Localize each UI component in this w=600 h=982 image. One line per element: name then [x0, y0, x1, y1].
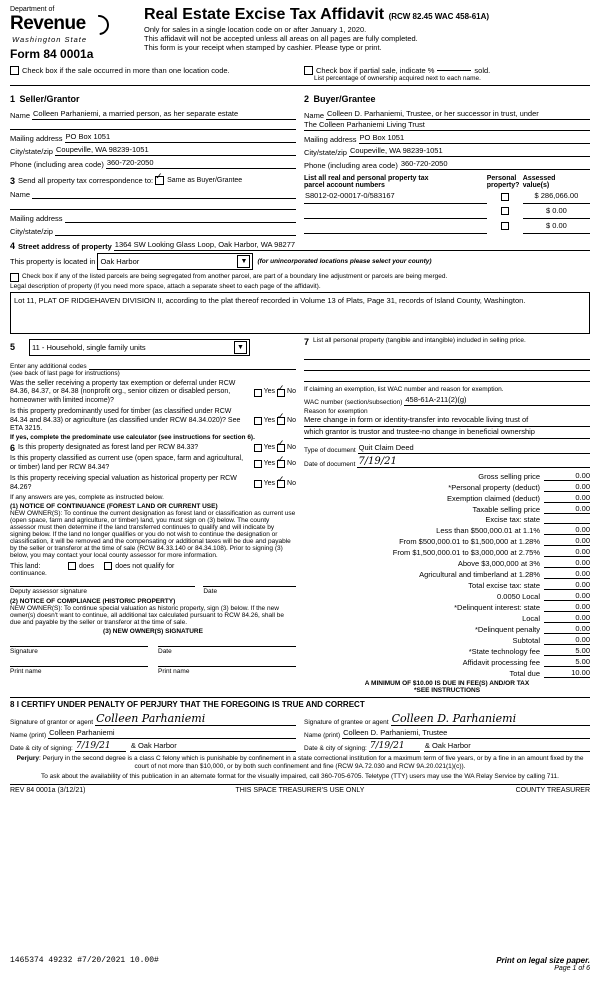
section-2-buyer	[304, 89, 590, 170]
q4-no-checkbox[interactable]	[277, 460, 285, 468]
partial-sale-label: Check box if partial sale, indicate %	[316, 65, 435, 75]
street-address-label: Street address of property	[18, 241, 112, 251]
buyer-name-value-2[interactable]: The Colleen Parhaniemi Living Trust	[304, 120, 590, 131]
legal-size-note: Print on legal size paper.	[496, 956, 590, 965]
print-name-label: Print name	[10, 668, 42, 676]
calc-value-12[interactable]: 0.00	[544, 602, 590, 612]
calc-label-3: Taxable selling price	[472, 504, 540, 514]
grantee-signature-value[interactable]: Colleen D. Parhaniemi	[391, 712, 590, 726]
same-as-buyer-checkbox[interactable]	[155, 176, 164, 185]
calc-value-2[interactable]: 0.00	[544, 493, 590, 503]
calc-value-11[interactable]: 0.00	[544, 591, 590, 601]
calc-label-4: Excise tax: state	[485, 514, 540, 524]
calc-label-10: Total excise tax: state	[468, 580, 540, 590]
calc-label-2: Exemption claimed (deduct)	[447, 493, 540, 503]
q1-no-checkbox[interactable]	[277, 389, 285, 397]
perjury-text: : Perjury in the second degree is a class C felony which is punishable by confinement in a state correctional institution for a maximum term of five years, or by a fine in an amount fixed by the court of not more than $10,000, or by both such confinement and fine (RCW 9A.72.030 and RCW 9A.20.021(1)(c)).	[38, 754, 584, 770]
calc-value-7[interactable]: 0.00	[544, 547, 590, 557]
grantor-date-label: Date & city of signing:	[10, 744, 73, 752]
legal-description-box[interactable]	[10, 292, 590, 334]
street-address-value[interactable]: 1364 SW Looking Glass Loop, Oak Harbor, WA 98277	[114, 240, 590, 251]
q4-answer-group[interactable]	[254, 455, 296, 472]
grantee-name-value[interactable]: Colleen D. Parhaniemi, Trustee	[342, 728, 590, 739]
parcel-value-0[interactable]: S8012-02-00017-0/583167	[304, 189, 487, 204]
question-forest-land	[10, 444, 296, 453]
section-1-seller	[10, 89, 296, 170]
partial-sale-checkbox[interactable]	[304, 66, 313, 75]
new-owner-printname-line[interactable]	[10, 665, 148, 667]
buyer-citystate-value[interactable]: Coupeville, WA 98239-1051	[349, 146, 590, 157]
calc-value-14[interactable]: 0.00	[544, 624, 590, 634]
assessed-value-2[interactable]: $ 0.00	[523, 218, 590, 233]
seller-mailing-label: Mailing address	[10, 133, 63, 143]
calc-label-16: *State technology fee	[468, 646, 540, 656]
q1-text: Was the seller receiving a property tax exemption or deferral under RCW 84.36, 84.37, or 84.38 (nonprofit org., senior citizen or disabled person, homeowner with limited income)?	[10, 379, 236, 404]
q3-no-checkbox[interactable]	[277, 444, 285, 452]
calc-label-14: *Delinquent penalty	[474, 624, 540, 634]
calc-value-9[interactable]: 0.00	[544, 569, 590, 579]
corr-citystate-value[interactable]	[55, 225, 296, 236]
notice-continuance-body: NEW OWNER(S): To continue the current designation as forest land or classification as current use (open space, farm and agriculture, or timber) land, you must sign on (3) below. The county assessor must then determine if the land transferred continues to qualify and will indicate by signing below. If the land no longer qualifies or you do not wish to continue the designation or classification, it will be removed and the compensating or additional taxes will be due and payable by the seller or transferor at the time of sale (RCW 84.33.140 or 84.34.108). Prior to signing (3) below, you may contact your local county assessor for more information.	[10, 510, 296, 560]
calc-value-4[interactable]	[544, 523, 590, 524]
grantee-name-label: Name (print)	[304, 731, 341, 739]
calc-row-9	[304, 569, 590, 579]
multi-location-label: Check box if the sale occurred in more than one location code.	[22, 65, 230, 75]
table-row	[304, 218, 590, 233]
personal-property-line-3[interactable]	[304, 371, 590, 382]
section-2-number: 2	[304, 93, 310, 104]
multi-location-checkbox[interactable]	[10, 66, 19, 75]
land-does-not-label: does not qualify for	[115, 562, 175, 570]
personal-col-header: Personal property?	[486, 174, 520, 189]
assessed-col-header: Assessed value(s)	[522, 174, 556, 189]
legal-description-label: Legal description of property (if you need more space, attach a separate sheet to each page of the affidavit).	[10, 282, 321, 290]
calc-label-11: 0.0050 Local	[497, 591, 540, 601]
notice-compliance-body: NEW OWNER(S): To continue special valuation as historic property, sign (3) below. If the new owner(s) doesn't want to continue, all additional tax calculated pursuant to RCW 84.26, shall be due and payable by the seller or transferor at the time of sale.	[10, 605, 285, 627]
corr-name-line2[interactable]	[10, 199, 296, 210]
county-note: (for unincorporated locations please select your county)	[257, 257, 432, 265]
personal-property-line-2[interactable]	[304, 360, 590, 371]
calc-row-14	[304, 624, 590, 634]
q2-no-label: No	[287, 416, 296, 424]
deputy-assessor-date-line[interactable]	[203, 585, 296, 587]
grantor-signature-value[interactable]: Colleen Parhaniemi	[95, 712, 296, 726]
parcel-value-2[interactable]	[304, 218, 487, 233]
reason-line-1[interactable]: Mere change in form or identity-transfer into revocable living trust of	[304, 415, 590, 427]
new-owner-date-line[interactable]	[158, 645, 296, 647]
land-does-label: does	[79, 562, 95, 570]
page-footer	[10, 956, 590, 972]
section-5-block	[10, 337, 296, 694]
chevron-down-icon[interactable]: ▼	[237, 255, 250, 268]
calc-label-15: Subtotal	[512, 635, 540, 645]
calc-row-7	[304, 547, 590, 557]
partial-sale-tail: sold.	[474, 65, 491, 75]
segregation-label: Check box if any of the listed parcels are being segregated from another parcel, are part of a boundary line adjustment or parcels are being merged.	[22, 272, 448, 280]
page-title: Real Estate Excise Tax Affidavit (RCW 82.45 WAC 458-61A)	[144, 6, 490, 23]
partial-sale-checkbox-row[interactable]	[304, 66, 590, 75]
q2-yes-label: Yes	[263, 416, 276, 424]
section-6-number: 6	[10, 442, 16, 453]
calc-label-0: Gross selling price	[478, 471, 540, 481]
calc-row-0	[304, 471, 590, 481]
grantee-city-value[interactable]: & Oak Harbor	[424, 741, 590, 752]
exemption-instruction: If claiming an exemption, list WAC number and reason for exemption.	[304, 385, 504, 393]
subtitle-line-3: This form is your receipt when stamped by cashier. Please type or print.	[144, 43, 382, 52]
calc-value-13[interactable]: 0.00	[544, 613, 590, 623]
section-1-number: 1	[10, 93, 16, 104]
section-8-title: I CERTIFY UNDER PENALTY OF PERJURY THAT THE FOREGOING IS TRUE AND CORRECT	[16, 699, 365, 709]
calc-value-5[interactable]: 0.00	[544, 525, 590, 535]
parcel-table	[304, 175, 590, 234]
wac-number-label: WAC number (section/subsection)	[304, 398, 403, 406]
calc-row-13	[304, 613, 590, 623]
calc-row-1	[304, 482, 590, 492]
q2-no-checkbox[interactable]	[277, 417, 285, 425]
calc-value-0[interactable]: 0.00	[544, 471, 590, 481]
personal-property-checkbox[interactable]	[501, 207, 509, 215]
q5-yes-label: Yes	[263, 479, 276, 487]
calc-value-6[interactable]: 0.00	[544, 536, 590, 546]
perjury-lead: Perjury	[16, 754, 39, 762]
parcel-value-1[interactable]	[304, 203, 487, 218]
seller-citystate-label: City/state/zip	[10, 146, 53, 156]
calc-row-3	[304, 504, 590, 514]
new-owner-signature-label: Signature	[10, 648, 38, 656]
table-row	[304, 189, 590, 204]
state-label: Washington State	[12, 34, 88, 44]
grantor-signature-block	[10, 710, 296, 752]
q5-yes-checkbox[interactable]	[254, 480, 262, 488]
section-2-title: Buyer/Grantee	[313, 93, 376, 104]
grantor-date-value[interactable]: 7/19/21	[75, 741, 126, 752]
reason-line-2[interactable]: which grantor is trustor and trustee-no change in beneficial ownership	[304, 427, 590, 439]
agency-name: Revenue	[10, 13, 86, 34]
section-3-text: Send all property tax correspondence to:	[18, 176, 154, 186]
personal-checkbox-cell-0[interactable]	[487, 189, 523, 204]
new-owner-signature-title: (3) NEW OWNER(S) SIGNATURE	[103, 628, 203, 636]
corr-name-label: Name	[10, 189, 31, 199]
deputy-assessor-signature-label: Deputy assessor signature	[10, 588, 87, 596]
q4-text: Is this property classified as current use (open space, farm and agricultural, or timber) land per RCW 84.34?	[10, 455, 244, 471]
calc-label-5: Less than $500,000.01 at 1.1%	[436, 525, 540, 535]
section-3-correspondence	[10, 174, 296, 236]
calc-label-6: From $500,000.01 to $1,500,000 at 1.28%	[399, 536, 540, 546]
calc-row-11	[304, 591, 590, 601]
section-5-number: 5	[10, 342, 16, 353]
calc-value-17[interactable]: 5.00	[544, 657, 590, 667]
corr-citystate-label: City/state/zip	[10, 226, 53, 236]
grantor-city-value[interactable]: & Oak Harbor	[130, 741, 296, 752]
calc-label-17: Affidavit processing fee	[462, 657, 540, 667]
personal-checkbox-cell-1[interactable]	[487, 203, 523, 218]
parcel-col-header: List all real and personal property tax parcel account numbers	[304, 174, 429, 189]
notice-continuance-title: (1) NOTICE OF CONTINUANCE (FOREST LAND OR CURRENT USE)	[10, 503, 218, 511]
q1-no-label: No	[287, 388, 296, 396]
notice-compliance-title: (2) NOTICE OF COMPLIANCE (HISTORIC PROPERTY)	[10, 598, 176, 606]
same-as-buyer-label: Same as Buyer/Grantee	[167, 177, 243, 185]
if-any-yes-note: If any answers are yes, complete as instructed below.	[10, 494, 164, 502]
calc-row-15	[304, 635, 590, 645]
calc-label-12: *Delinquent interest: state	[454, 602, 540, 612]
assessed-value-1[interactable]: $ 0.00	[523, 203, 590, 218]
seller-mailing-value[interactable]: PO Box 1051	[65, 132, 296, 143]
corr-mailing-label: Mailing address	[10, 213, 63, 223]
personal-property-checkbox[interactable]	[501, 193, 509, 201]
q2-answer-group[interactable]	[254, 408, 296, 434]
wac-number-value[interactable]: 458-61A-211(2)(g)	[404, 395, 590, 406]
calc-value-8[interactable]: 0.00	[544, 558, 590, 568]
section-8-number: 8	[10, 699, 15, 709]
q1-yes-checkbox[interactable]	[254, 389, 262, 397]
parcel-table-block	[304, 174, 590, 236]
doc-type-label: Type of document	[304, 446, 356, 454]
partial-sale-note: List percentage of ownership acquired next to each name.	[314, 74, 481, 82]
buyer-name-label: Name	[304, 110, 325, 120]
subtitle-line-2: This affidavit will not be accepted unless all areas on all pages are fully completed.	[144, 34, 418, 43]
section-7-intro: List all personal property (tangible and intangible) included in selling price.	[313, 336, 526, 344]
buyer-mailing-label: Mailing address	[304, 134, 357, 144]
calc-value-10[interactable]: 0.00	[544, 580, 590, 590]
deputy-assessor-date-label: Date	[203, 588, 218, 596]
multi-location-checkbox-row[interactable]	[10, 66, 296, 75]
calc-value-16[interactable]: 5.00	[544, 646, 590, 656]
q1-answer-group[interactable]	[254, 380, 296, 406]
calc-label-1: *Personal property (deduct)	[448, 482, 540, 492]
question-timber-agriculture	[10, 408, 296, 434]
land-use-code-value: 11 - Household, single family units	[32, 342, 146, 352]
calc-row-5	[304, 525, 590, 535]
calc-row-17	[304, 657, 590, 667]
calc-label-13: Local	[522, 613, 540, 623]
see-instructions-note: *SEE INSTRUCTIONS	[413, 686, 481, 694]
corr-name-value[interactable]	[32, 188, 296, 199]
form-number: Form 84 0001a	[10, 46, 94, 61]
q3-no-label: No	[287, 443, 296, 451]
agency-name-row	[10, 14, 138, 35]
calc-label-8: Above $3,000,000 at 3%	[457, 558, 540, 568]
q5-no-label: No	[287, 479, 296, 487]
section-3-number: 3	[10, 175, 16, 186]
seller-phone-label: Phone (including area code)	[10, 159, 104, 169]
new-owner-signature-line[interactable]	[10, 645, 148, 647]
chevron-down-icon[interactable]: ▼	[234, 341, 247, 354]
title-block	[138, 6, 590, 52]
doc-date-label: Date of document	[304, 460, 356, 468]
section-1-title: Seller/Grantor	[19, 93, 80, 104]
print-name-label-2: Print name	[158, 668, 190, 676]
q3-answer-group[interactable]	[254, 444, 296, 453]
buyer-phone-label: Phone (including area code)	[304, 160, 398, 170]
question-exemption-deferral	[10, 380, 296, 406]
calc-row-8	[304, 558, 590, 568]
personal-property-checkbox[interactable]	[501, 222, 509, 230]
assessed-value-0[interactable]: $ 286,066.00	[523, 189, 590, 204]
q2-note: If yes, complete the predominate use calculator (see instructions for section 6).	[10, 433, 255, 441]
calc-value-3[interactable]: 0.00	[544, 504, 590, 514]
additional-codes-value[interactable]	[89, 359, 296, 370]
document-header	[10, 6, 590, 61]
city-county-select[interactable]	[97, 253, 253, 270]
calc-label-7: From $1,500,000.01 to $3,000,000 at 2.75%	[392, 547, 540, 557]
partial-percent-input[interactable]	[437, 70, 471, 71]
city-county-value: Oak Harbor	[100, 256, 140, 266]
grantee-signature-label: Signature of grantee or agent	[304, 718, 389, 726]
seller-phone-value[interactable]: 360-720-2050	[106, 158, 296, 169]
buyer-mailing-value[interactable]: PO Box 1051	[359, 133, 590, 144]
buyer-citystate-label: City/state/zip	[304, 147, 347, 157]
seller-name-line2[interactable]	[10, 120, 296, 130]
segregation-checkbox[interactable]	[10, 273, 19, 282]
calc-row-10	[304, 580, 590, 590]
q5-answer-group[interactable]	[254, 475, 296, 492]
buyer-phone-value[interactable]: 360-720-2050	[400, 159, 590, 170]
calc-label-9: Agricultural and timberland at 1.28%	[419, 569, 540, 579]
table-row	[304, 203, 590, 218]
question-current-use	[10, 455, 296, 472]
corr-mailing-value[interactable]	[65, 212, 296, 223]
land-use-code-select[interactable]	[29, 339, 250, 356]
q2-text: Is this property predominantly used for timber (as classified under RCW 84.34 and 84.33) or agriculture (as classified under RCW 84.34.020)? See ETA 3215.	[10, 408, 241, 433]
additional-codes-label: Enter any additional codes	[10, 362, 87, 370]
q1-yes-label: Yes	[263, 388, 276, 396]
page-number: Page 1 of 6	[554, 965, 590, 972]
buyer-name-value[interactable]: Colleen D. Parhaniemi, Trustee, or her successor in trust, under	[326, 109, 590, 120]
subtitle-line-1: Only for sales in a single location code on or after January 1, 2020.	[144, 25, 367, 34]
continuance-label: continuance.	[10, 570, 47, 578]
new-owner-date-label: Date	[158, 648, 172, 656]
reason-label: Reason for exemption	[304, 407, 368, 415]
calc-row-18	[304, 668, 590, 678]
grantor-name-value[interactable]: Colleen Parhaniemi	[48, 728, 296, 739]
title-rcw: (RCW 82.45 WAC 458-61A)	[388, 12, 490, 21]
deputy-assessor-signature-line[interactable]	[10, 585, 195, 587]
calc-label-18: Total due	[509, 668, 540, 678]
calc-value-18[interactable]: 10.00	[544, 668, 590, 678]
calc-row-16	[304, 646, 590, 656]
section-4-number: 4	[10, 240, 16, 251]
q2-yes-checkbox[interactable]	[254, 417, 262, 425]
department-label: Department of	[10, 6, 55, 13]
q5-no-checkbox[interactable]	[277, 480, 285, 488]
treasurer-use-label: THIS SPACE TREASURER'S USE ONLY	[235, 786, 365, 794]
section-8-certification	[10, 697, 590, 752]
calc-row-4	[304, 515, 590, 524]
doc-date-value[interactable]: 7/19/21	[357, 456, 590, 468]
see-back-note: (see back of last page for instructions)	[10, 369, 120, 377]
calc-value-1[interactable]: 0.00	[544, 482, 590, 492]
tax-calculation-lines	[304, 471, 590, 678]
q4-yes-checkbox[interactable]	[254, 460, 262, 468]
grantee-signature-block	[304, 710, 590, 752]
q3-yes-checkbox[interactable]	[254, 444, 262, 452]
grantor-name-label: Name (print)	[10, 731, 47, 739]
receipt-stamp: 1465374 49232 #7/20/2021 10.00#	[10, 956, 159, 965]
personal-property-line-1[interactable]	[304, 349, 590, 360]
agency-block	[10, 6, 138, 61]
revenue-logo-icon	[85, 11, 113, 39]
new-owner-printname-line-2[interactable]	[158, 665, 296, 667]
minimum-due-note: A MINIMUM OF $10.00 IS DUE IN FEE(S) AND/OR TAX	[364, 679, 530, 687]
calc-row-12	[304, 602, 590, 612]
q4-yes-label: Yes	[263, 459, 276, 467]
this-land-label: This land:	[10, 562, 41, 570]
doc-type-value[interactable]: Quit Claim Deed	[358, 443, 590, 454]
section-7-number: 7	[304, 336, 310, 347]
q3-yes-label: Yes	[263, 443, 276, 451]
grantor-signature-label: Signature of grantor or agent	[10, 718, 94, 726]
calc-row-2	[304, 493, 590, 503]
ada-statement: To ask about the availability of this publication in an alternate format for the visually impaired, call 360-705-6705. Teletype (TTY) users may use the WA Relay Service by calling 711.	[41, 772, 559, 780]
seller-name-value[interactable]: Colleen Parhaniemi, a married person, as her separate estate	[32, 109, 296, 120]
legal-description-text: Lot 11, PLAT OF RIDGEHAVEN DIVISION II, according to the plat thereof recorded in Volume 13 of Plats, Page 31, records of Island County, Washington.	[14, 295, 526, 305]
section-7-block	[304, 337, 590, 694]
located-in-label: This property is located in	[10, 256, 96, 266]
q5-text: Is this property receiving special valuation as historical property per RCW 84.26?	[10, 475, 237, 491]
grantee-date-label: Date & city of signing:	[304, 744, 367, 752]
q4-no-label: No	[287, 459, 296, 467]
land-does-not-qualify-checkbox[interactable]	[104, 562, 112, 570]
land-does-qualify-checkbox[interactable]	[68, 562, 76, 570]
calc-value-15[interactable]: 0.00	[544, 635, 590, 645]
perjury-statement	[10, 755, 590, 781]
seller-name-label: Name	[10, 110, 31, 120]
revision-number: REV 84 0001a (3/12/21)	[10, 786, 86, 794]
seller-citystate-value[interactable]: Coupeville, WA 98239-1051	[55, 145, 296, 156]
section-4-property	[10, 240, 590, 334]
q3-text: Is this property designated as forest land per RCW 84.33?	[18, 443, 199, 451]
personal-checkbox-cell-2[interactable]	[487, 218, 523, 233]
calc-row-6	[304, 536, 590, 546]
county-treasurer-label: COUNTY TREASURER	[515, 786, 591, 794]
question-historic-valuation	[10, 475, 296, 492]
grantee-date-value[interactable]: 7/19/21	[369, 741, 420, 752]
